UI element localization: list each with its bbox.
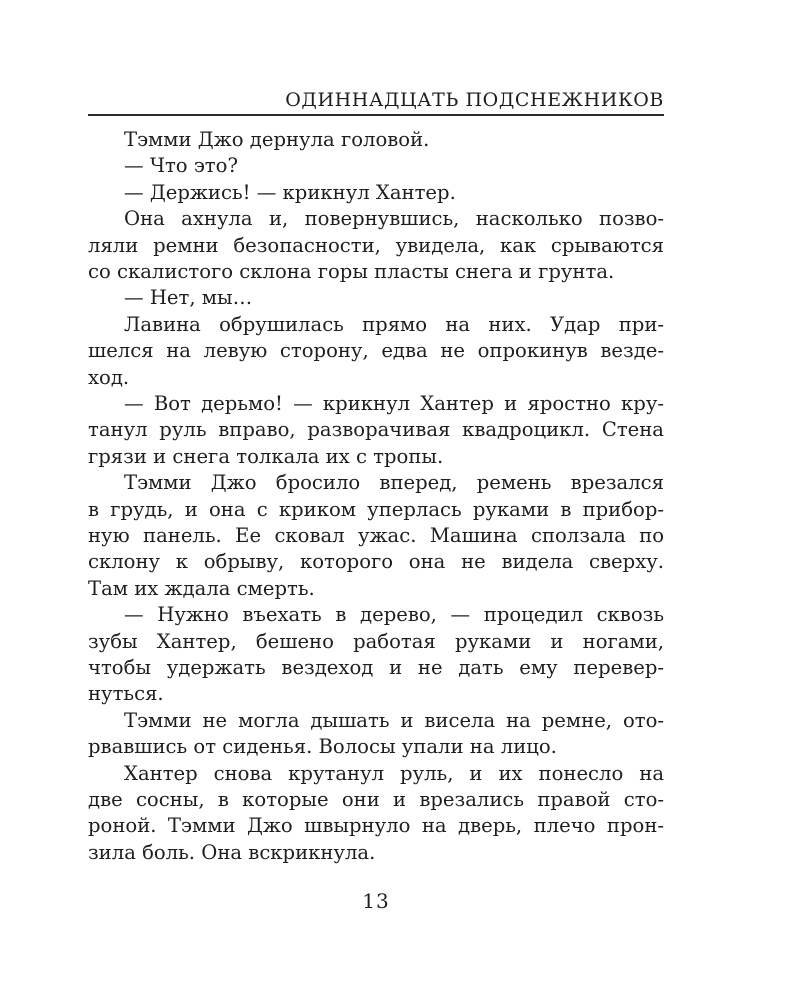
text-line: — Вот дерьмо! — крикнул Хантер и яростно кру-: [124, 392, 664, 415]
text-line: Лавина обрушилась прямо на них. Удар при-: [124, 312, 664, 336]
text-line: — Нет, мы…: [124, 286, 253, 310]
text-line: рвавшись от сиденья. Волосы упали на лицо.: [88, 735, 557, 759]
text-line: зила боль. Она вскрикнула.: [88, 840, 376, 864]
text-line: шелся на левую сторону, едва не опрокинув везде-: [88, 339, 664, 363]
text-line: Хантер снова крутанул руль, и их понесло на: [124, 761, 664, 785]
text-line: Там их ждала смерть.: [88, 576, 315, 600]
text-line: грязи и снега толкала их с тропы.: [88, 444, 444, 468]
text-line: — Нужно въехать в дерево, — процедил сквозь: [124, 603, 664, 627]
text-line: ляли ремни безопасности, увидела, как срываются: [88, 233, 664, 257]
text-line: танул руль вправо, разворачивая квадроцикл. Стена: [88, 418, 664, 442]
text-line: роной. Тэмми Джо швырнуло на дверь, плечо прон-: [88, 814, 664, 838]
text-line: две сосны, в которые они и врезались правой сто-: [88, 787, 664, 811]
text-line: Тэмми Джо бросило вперед, ремень врезался: [124, 471, 664, 495]
text-line: — Что это?: [124, 154, 238, 178]
text-line: Тэмми не могла дышать и висела на ремне, ото-: [124, 708, 664, 732]
header-rule: [88, 114, 664, 116]
text-line: — Держись! — крикнул Хантер.: [124, 180, 456, 204]
body-text: [88, 127, 664, 866]
book-page: [88, 0, 664, 1000]
text-line: в грудь, и она с криком уперлась руками в прибор-: [88, 497, 664, 521]
text-line: нуться.: [88, 682, 164, 706]
page-number: 13: [362, 889, 390, 913]
text-line: ход.: [88, 365, 130, 389]
text-line: Она ахнула и, повернувшись, насколько позво-: [124, 207, 664, 231]
text-line: Тэмми Джо дернула головой.: [124, 128, 430, 151]
text-line: ную панель. Ее сковал ужас. Машина сползала по: [88, 523, 664, 547]
text-line: склону к обрыву, которого она не видела сверху.: [88, 550, 664, 574]
text-line: зубы Хантер, бешено работая руками и ногами,: [88, 629, 664, 653]
text-line: со скалистого склона горы пласты снега и грунта.: [88, 260, 615, 283]
text-line: чтобы удержать вездеход и не дать ему перевер-: [88, 655, 664, 679]
running-title: ОДИННАДЦАТЬ ПОДСНЕЖНИКОВ: [285, 89, 664, 111]
